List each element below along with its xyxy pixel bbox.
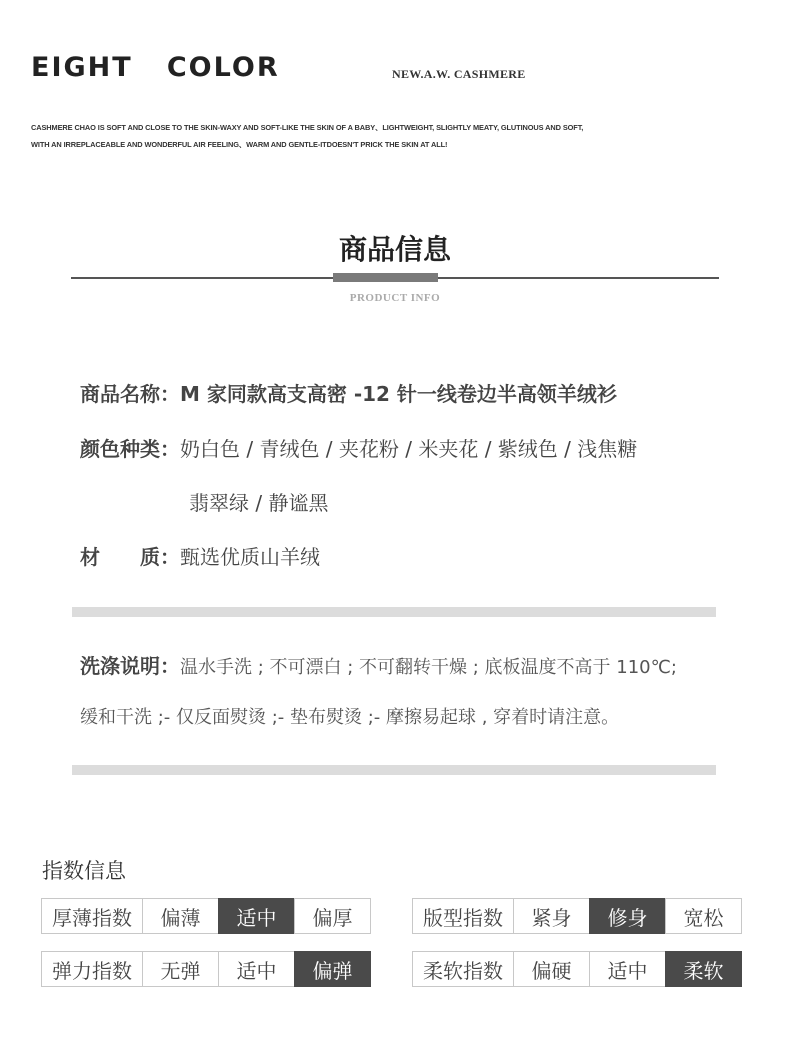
indices-title: 指数信息 <box>42 859 126 883</box>
wash-line-1: 温水手洗 ; 不可漂白 ; 不可翻转干燥 ; 底板温度不高于 110℃; <box>180 657 677 678</box>
divider-band-1 <box>72 607 716 617</box>
index-option: 偏硬 <box>513 951 590 987</box>
index-option: 宽松 <box>665 898 742 934</box>
index-name: 厚薄指数 <box>41 898 143 934</box>
section-subtitle: PRODUCT INFO <box>349 292 441 304</box>
section-divider-accent <box>333 273 438 282</box>
wash-row <box>80 650 677 679</box>
index-name: 弹力指数 <box>41 951 143 987</box>
index-option: 无弹 <box>142 951 219 987</box>
color-value-line-2: 翡翠绿 / 静谧黑 <box>189 491 329 515</box>
wash-label: 洗涤说明： <box>80 654 180 678</box>
color-value: 奶白色 / 青绒色 / 夹花粉 / 米夹花 / 紫绒色 / 浅焦糖 <box>180 437 638 461</box>
index-option: 适中 <box>218 951 295 987</box>
material-value: 甄选优质山羊绒 <box>180 545 320 569</box>
material-label: 材 质： <box>80 545 180 569</box>
index-table-thickness <box>41 898 371 934</box>
color-row <box>80 433 637 462</box>
index-option-selected: 柔软 <box>665 951 742 987</box>
index-option-selected: 修身 <box>589 898 666 934</box>
index-option-selected: 适中 <box>218 898 295 934</box>
divider-band-2 <box>72 765 716 775</box>
product-name-value: M 家同款高支高密 -12 针一线卷边半高领羊绒衫 <box>180 382 617 406</box>
index-option: 偏薄 <box>142 898 219 934</box>
tagline-line-1: CASHMERE CHAO IS SOFT AND CLOSE TO THE SKIN-WAXY AND SOFT-LIKE THE SKIN OF A BABY、LIGHTWEIGHT, SLIGHTLY MEATY, GLUTINOUS AND SOFT, <box>31 123 584 132</box>
tagline-line-2: WITH AN IRREPLACEABLE AND WONDERFUL AIR FEELING、WARM AND GENTLE-ITDOESN'T PRICK THE SKIN AT ALL! <box>31 140 448 149</box>
product-name-row <box>80 378 617 407</box>
brand-name: EIGHT COLOR <box>31 52 280 83</box>
index-option-selected: 偏弹 <box>294 951 371 987</box>
section-title: 商品信息 <box>338 233 451 266</box>
wash-line-2: 缓和干洗 ;- 仅反面熨烫 ;- 垫布熨烫 ;- 摩擦易起球 , 穿着时请注意。 <box>80 707 620 728</box>
index-option: 偏厚 <box>294 898 371 934</box>
material-row <box>80 541 320 570</box>
index-table-fit <box>412 898 742 934</box>
index-name: 柔软指数 <box>412 951 514 987</box>
index-option: 适中 <box>589 951 666 987</box>
color-row-continued <box>189 487 328 516</box>
index-name: 版型指数 <box>412 898 514 934</box>
index-option: 紧身 <box>513 898 590 934</box>
sub-brand: NEW.A.W. CASHMERE <box>392 67 526 81</box>
color-label: 颜色种类： <box>80 437 180 461</box>
product-name-label: 商品名称： <box>80 382 180 406</box>
index-table-softness <box>412 951 742 987</box>
index-table-elasticity <box>41 951 371 987</box>
